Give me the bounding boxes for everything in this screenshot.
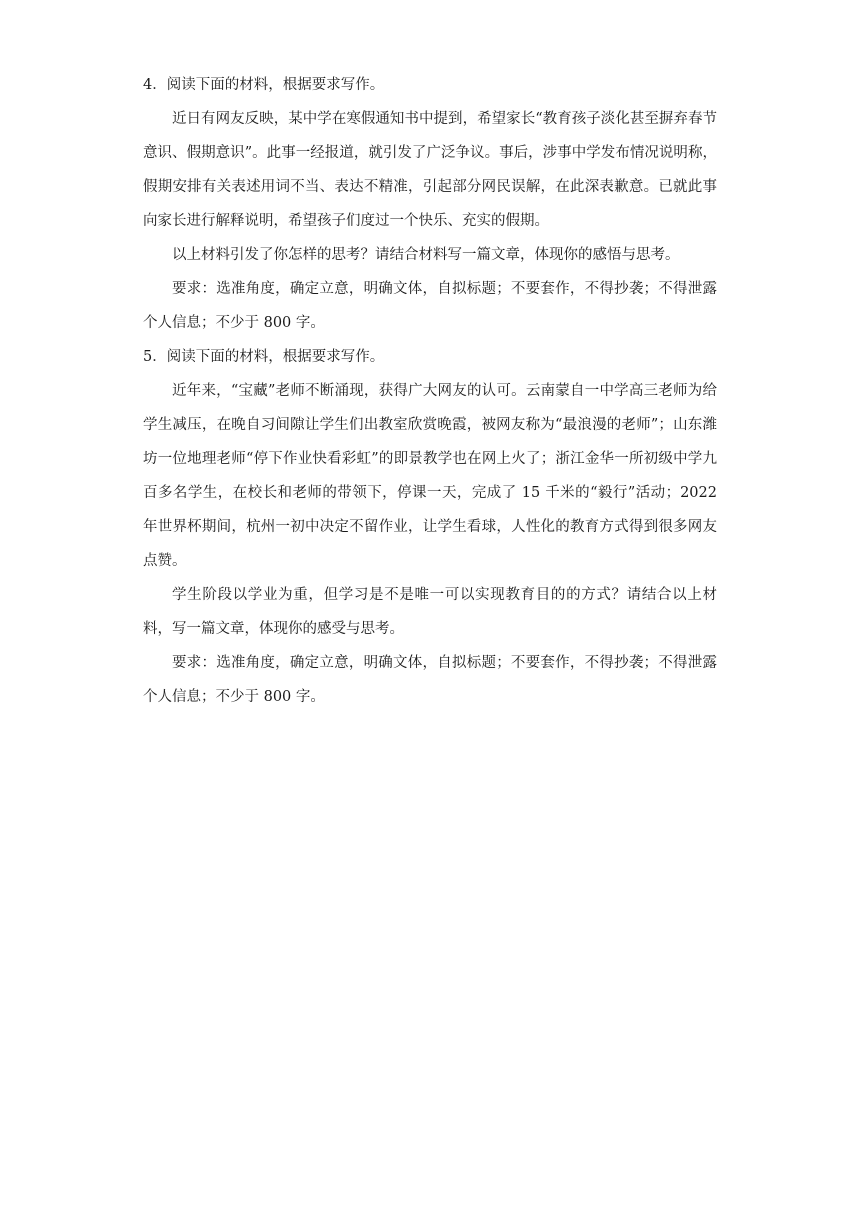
question-5-prompt: 学生阶段以学业为重，但学习是不是唯一可以实现教育目的的方式？请结合以上材料，写一篇文章，体现你的感受与思考。 [143, 587, 717, 637]
question-4-material: 近日有网友反映，某中学在寒假通知书中提到，希望家长“教育孩子淡化甚至摒弃春节意识、假期意识”。此事一经报道，就引发了广泛争议。事后，涉事中学发布情况说明称，假期安排有关表述用词不当、表达不精准，引起部分网民误解，在此深表歉意。已就此事向家长进行解释说明，希望孩子们度过一个快乐、充实的假期。 [143, 111, 717, 229]
question-4-title: 4．阅读下面的材料，根据要求写作。 [143, 77, 385, 93]
question-4-prompt: 以上材料引发了你怎样的思考？请结合材料写一篇文章，体现你的感悟与思考。 [172, 247, 680, 263]
document-content [143, 68, 717, 714]
question-5-requirements: 要求：选准角度，确定立意，明确文体，自拟标题；不要套作，不得抄袭；不得泄露个人信息；不少于 800 字。 [143, 655, 717, 705]
question-4-requirements: 要求：选准角度，确定立意，明确文体，自拟标题；不要套作，不得抄袭；不得泄露个人信息；不少于 800 字。 [143, 281, 717, 331]
question-5-title: 5．阅读下面的材料，根据要求写作。 [143, 349, 385, 365]
question-5 [143, 340, 717, 714]
question-4 [143, 68, 717, 340]
question-5-material: 近年来，“宝藏”老师不断涌现，获得广大网友的认可。云南蒙自一中学高三老师为给学生减压，在晚自习间隙让学生们出教室欣赏晚霞，被网友称为“最浪漫的老师”；山东潍坊一位地理老师“停下作业快看彩虹”的即景教学也在网上火了；浙江金华一所初级中学九百多名学生，在校长和老师的带领下，停课一天，完成了 15 千米的“毅行”活动；2022 年世界杯期间，杭州一初中决定不留作业，让学生看球，人性化的教育方式得到很多网友点赞。 [143, 383, 717, 569]
